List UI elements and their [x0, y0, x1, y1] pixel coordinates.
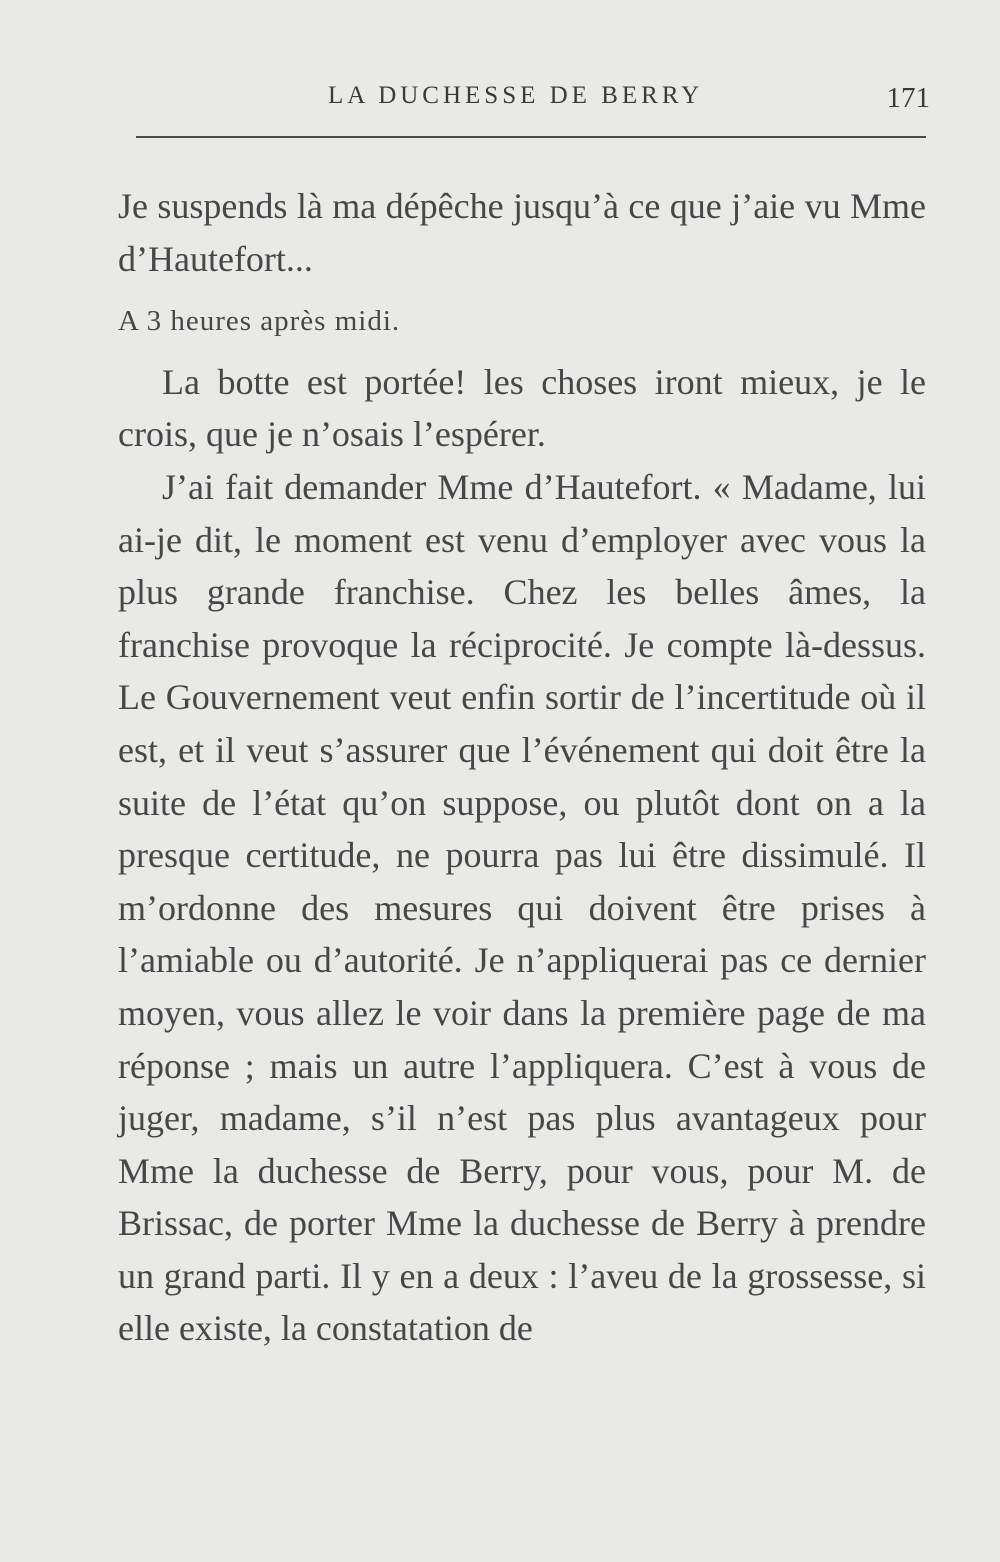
header-rule: [136, 136, 926, 138]
body-text: [118, 180, 926, 1355]
running-head: [120, 82, 930, 118]
paragraph-3: J’ai fait demander Mme d’Hautefort. « Madame, lui ai-je dit, le moment est venu d’employer avec vous la plus grande franchise. Chez les belles âmes, la franchise provoque la réciprocité. Je compte là-dessus. Le Gouvernement veut enfin sortir de l’incertitude où il est, et il veut s’assurer que l’événement qui doit être la suite de l’état qu’on suppose, ou plutôt dont on a la presque certitude, ne pourra pas lui être dissimulé. Il m’ordonne des mesures qui doivent être prises à l’amiable ou d’autorité. Je n’appliquerai pas ce dernier moyen, vous allez le voir dans la première page de ma réponse ; mais un autre l’appliquera. C’est à vous de juger, madame, s’il n’est pas plus avantageux pour Mme la duchesse de Berry, pour vous, pour M. de Brissac, de porter Mme la duchesse de Berry à prendre un grand parti. Il y en a deux : l’aveu de la grossesse, si elle existe, la constatation de: [118, 466, 926, 1349]
page-number: 171: [886, 82, 930, 114]
paragraph-2: La botte est portée! les choses iront mieux, je le crois, que je n’osais l’espérer.: [118, 361, 926, 455]
dateline: A 3 heures après midi.: [118, 305, 401, 338]
running-title: LA DUCHESSE DE BERRY: [328, 82, 704, 109]
paragraph-1: Je suspends là ma dépêche jusqu’à ce que j’aie vu Mme d’Hautefort...: [118, 186, 926, 279]
